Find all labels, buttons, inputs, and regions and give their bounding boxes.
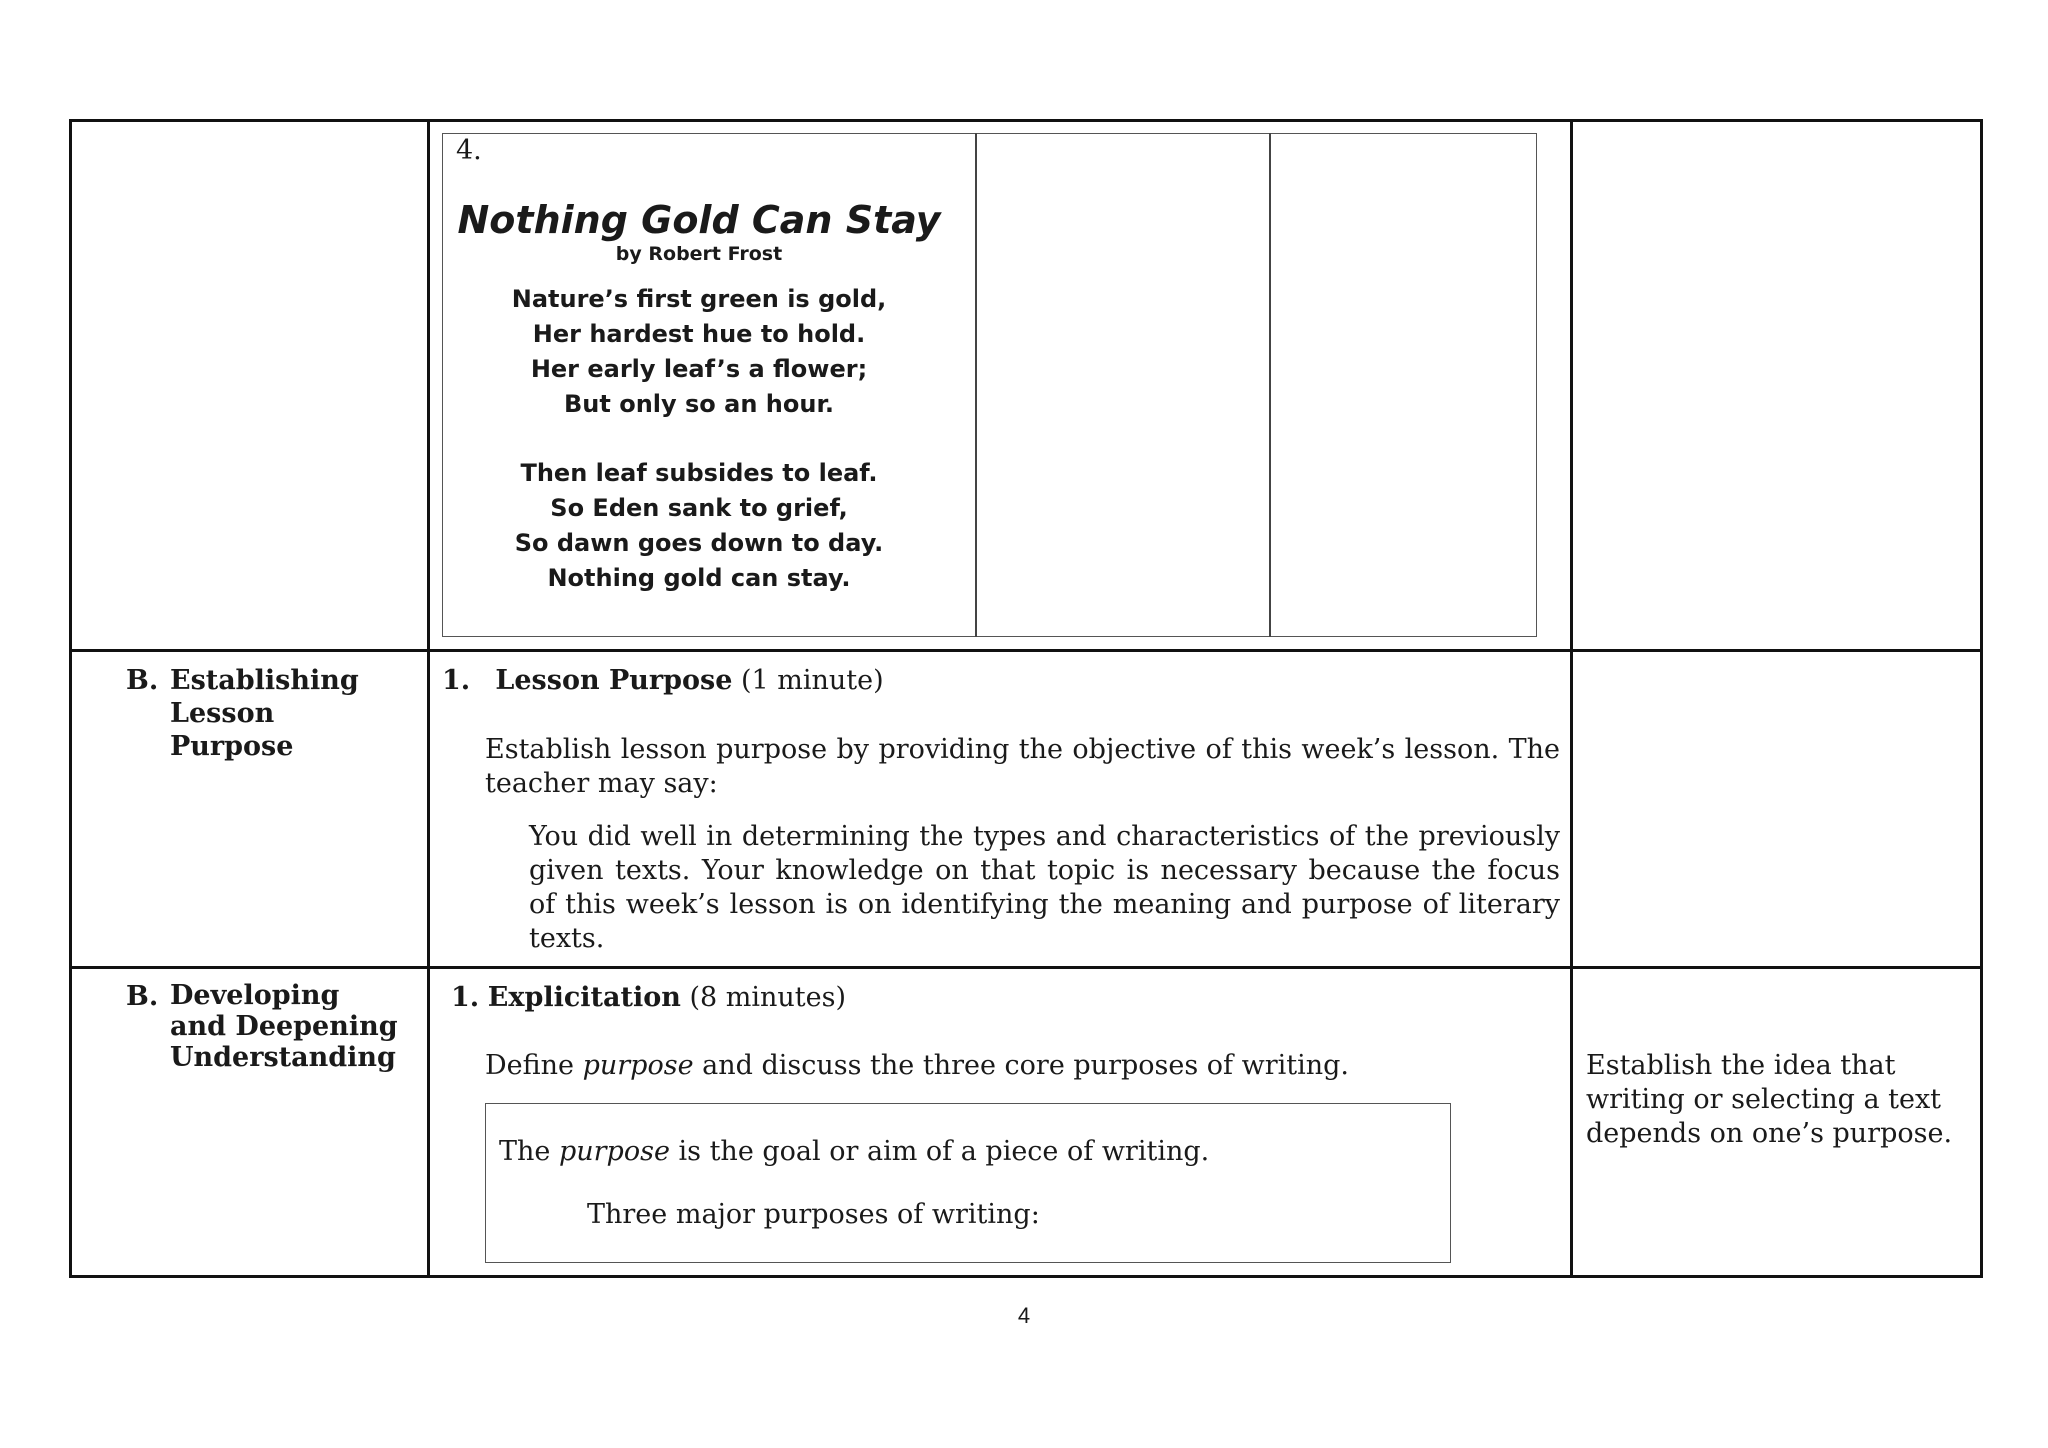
instruction-text: Establish lesson purpose by providing the objective of this week’s lesson. The teacher may say: [485, 734, 1560, 799]
definition-emphasis: purpose [558, 1136, 670, 1167]
section-letter: B. [126, 981, 159, 1012]
poem-author: by Robert Frost [615, 243, 783, 265]
section-title: Establishing Lesson Purpose [170, 665, 359, 762]
step-heading [442, 664, 884, 698]
poem-line: But only so an hour. [564, 390, 834, 418]
poem-line: Nature’s first green is gold, [511, 285, 887, 313]
step-title: Lesson Purpose [495, 665, 733, 696]
item-number: 4. [456, 135, 482, 166]
table-col-divider-1 [427, 119, 430, 1278]
page-number: 4 [1017, 1303, 1031, 1328]
definition-subheading: Three major purposes of writing: [587, 1199, 1040, 1230]
poem-line: Then leaf subsides to leaf. [520, 459, 878, 487]
step-number: 1. [442, 665, 471, 696]
step-time: (1 minute) [741, 665, 884, 696]
table-border-left [69, 119, 72, 1278]
step-number: 1. [451, 982, 480, 1013]
step-heading [451, 981, 846, 1015]
table-row-divider-2 [69, 966, 1983, 969]
instruction-part: Define [485, 1050, 583, 1081]
inner-table-divider-2 [1269, 133, 1271, 637]
poem-line: So Eden sank to grief, [550, 494, 848, 522]
section-title: Developing and Deepening Understanding [170, 980, 398, 1073]
inner-table-divider-1 [975, 133, 977, 637]
instruction-text [485, 1049, 1349, 1083]
definition-part: The [499, 1136, 559, 1167]
table-border-bottom [69, 1275, 1983, 1278]
poem-line: Her early leaf’s a flower; [530, 355, 868, 383]
definition-text [499, 1135, 1209, 1169]
step-time: (8 minutes) [689, 982, 847, 1013]
poem-line: Her hardest hue to hold. [532, 320, 866, 348]
poem-line: So dawn goes down to day. [514, 529, 884, 557]
teacher-quote: You did well in determining the types and characteristics of the previously given texts. Your knowledge on that topic is necessary because the focus of this week’s lesson is on identifying the meaning and purpose of literary texts. [529, 821, 1560, 954]
instruction-emphasis: purpose [582, 1050, 694, 1081]
table-border-right [1980, 119, 1983, 1278]
teacher-note: Establish the idea that writing or selecting a text depends on one’s purpose. [1586, 1050, 1953, 1149]
table-col-divider-2 [1570, 119, 1573, 1278]
instruction-part: and discuss the three core purposes of writing. [693, 1050, 1350, 1081]
step-title: Explicitation [487, 982, 681, 1013]
section-letter: B. [126, 665, 159, 696]
table-border-top [69, 119, 1983, 122]
poem-title: Nothing Gold Can Stay [457, 198, 941, 242]
definition-part: is the goal or aim of a piece of writing. [669, 1136, 1210, 1167]
poem-line: Nothing gold can stay. [547, 564, 851, 592]
definition-box [485, 1103, 1451, 1263]
table-row-divider-1 [69, 649, 1983, 652]
